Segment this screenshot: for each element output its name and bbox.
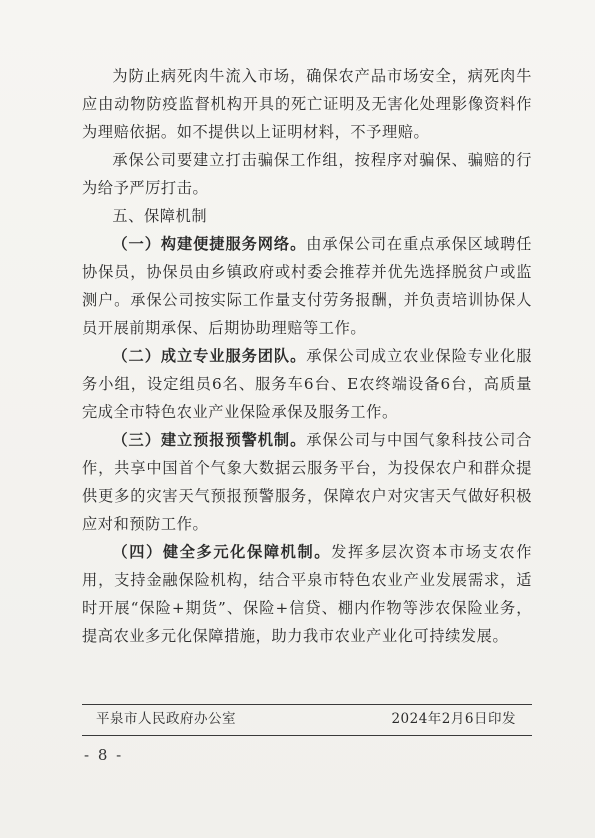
paragraph-item-4 [82,538,532,650]
item-4-body: 发挥多层次资本市场支农作用，支持金融保险机构，结合平泉市特色农业产业发展需求，适时开展“保险+期货”、保险+信贷、棚内作物等涉农保险业务，提高农业多元化保障措施，助力我市农业产业化可持续发展。 [82,543,532,645]
page-number: - 8 - [84,746,124,764]
footer-issuer: 平泉市人民政府办公室 [96,711,236,727]
footer-info [96,709,516,729]
paragraph-item-3 [82,426,532,538]
footer-date: 2024年2月6日印发 [391,711,516,727]
paragraph-anti-fraud: 承保公司要建立打击骗保工作组，按程序对骗保、骗赔的行为给予严厉打击。 [82,151,532,197]
paragraph-dead-cattle: 为防止病死肉牛流入市场，确保农产品市场安全，病死肉牛应由动物防疫监督机构开具的死亡证明及无害化处理影像资料作为理赔依据。如不提供以上证明材料，不予理赔。 [82,67,532,141]
item-2-title: （二）成立专业服务团队。 [112,347,307,365]
section-heading: 五、保障机制 [112,207,208,225]
paragraph-item-1 [82,230,532,342]
footer-rule-bottom [82,735,532,736]
item-2-body: 承保公司成立农业保险专业化服务小组，设定组员6名、服务车6台、E农终端设备6台，高质量完成全市特色农业产业保险承保及服务工作。 [82,347,533,421]
item-3-body: 承保公司与中国气象科技公司合作，共享中国首个气象大数据云服务平台，为投保农户和群众提供更多的灾害天气预报预警服务，保障农户对灾害天气做好积极应对和预防工作。 [82,431,533,533]
item-1-body: 由承保公司在重点承保区域聘任协保员，协保员由乡镇政府或村委会推荐并优先选择脱贫户或监测户。承保公司按实际工作量支付劳务报酬，并负责培训协保人员开展前期承保、后期协助理赔等工作。 [82,235,533,337]
paragraph-item-2 [82,342,532,426]
document-body [82,62,532,650]
item-4-title: （四）健全多元化保障机制。 [112,543,332,561]
item-1-title: （一）构建便捷服务网络。 [112,235,307,253]
item-3-title: （三）建立预报预警机制。 [112,431,307,449]
footer-rule-top [82,704,532,705]
